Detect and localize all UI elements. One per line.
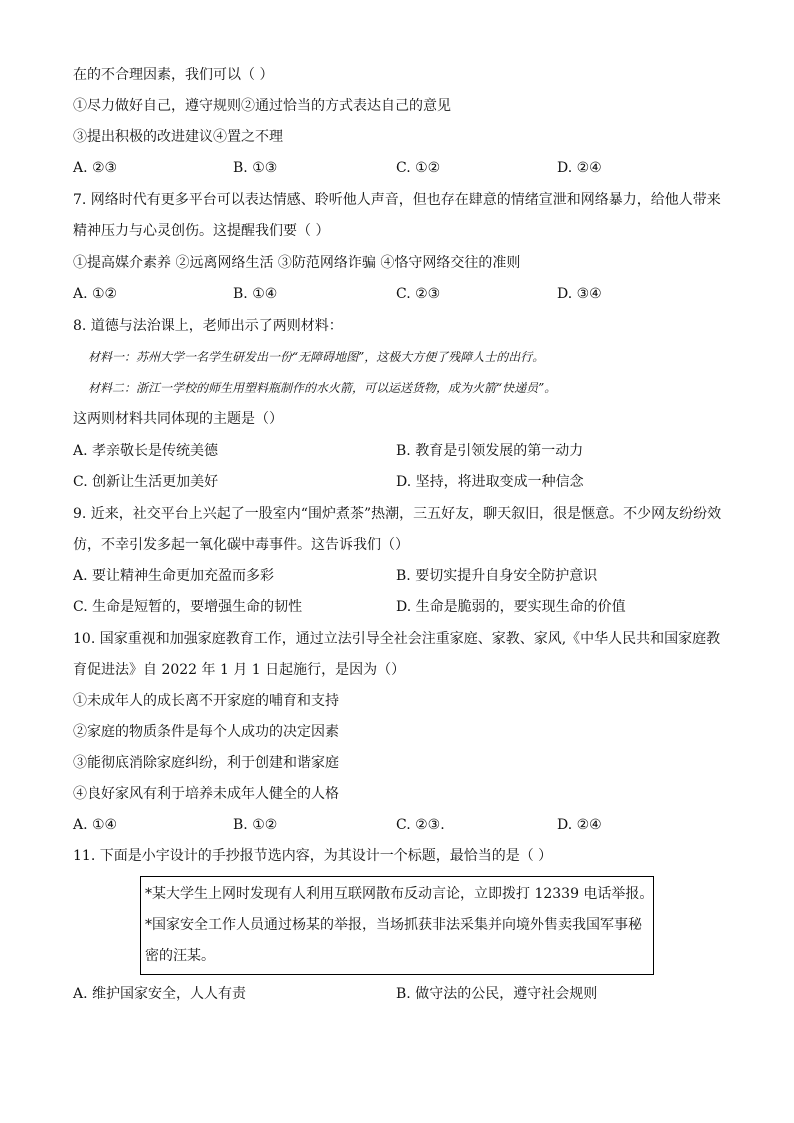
- q8-option-d[interactable]: D. 坚持，将进取变成一种信念: [396, 474, 584, 490]
- q6-option-b[interactable]: B. ①③: [233, 160, 278, 176]
- q9-option-a[interactable]: A. 要让精神生命更加充盈而多彩: [73, 568, 275, 584]
- q6-item-2: ③提出积极的改进建议④置之不理: [73, 129, 283, 145]
- handout-line-1: *某大学生上网时发现有人利用互联网散布反动言论，立即拨打 12339 电话举报。: [145, 886, 654, 902]
- q7-option-a[interactable]: A. ①②: [73, 286, 118, 302]
- q10-item-4: ④良好家风有利于培养未成年人健全的人格: [73, 786, 339, 802]
- q9-option-d[interactable]: D. 生命是脆弱的，要实现生命的价值: [396, 599, 626, 615]
- q8-option-c[interactable]: C. 创新让生活更加美好: [73, 474, 219, 490]
- q10-option-b[interactable]: B. ①②: [233, 817, 278, 833]
- q8-option-a[interactable]: A. 孝亲敬长是传统美德: [73, 443, 219, 459]
- q8-stem: 8. 道德与法治课上，老师出示了两则材料：: [73, 318, 343, 334]
- q6-option-a[interactable]: A. ②③: [73, 160, 118, 176]
- q11-option-b[interactable]: B. 做守法的公民，遵守社会规则: [396, 986, 598, 1002]
- q11-stem: 11. 下面是小宇设计的手抄报节选内容，为其设计一个标题，最恰当的是（ ）: [73, 848, 553, 864]
- q7-stem-line-1: 7. 网络时代有更多平台可以表达情感、聆听他人声音，但也存在肆意的情绪宣泄和网络暴力，给他人带来: [73, 192, 721, 208]
- q8-question: 这两则材料共同体现的主题是（）: [73, 411, 283, 427]
- q7-option-b[interactable]: B. ①④: [233, 286, 278, 302]
- handout-line-3: 密的汪某。: [145, 948, 215, 964]
- q10-option-c[interactable]: C. ②③.: [396, 817, 445, 833]
- q6-option-d[interactable]: D. ②④: [557, 160, 602, 176]
- q9-option-b[interactable]: B. 要切实提升自身安全防护意识: [396, 568, 598, 584]
- q7-stem-line-2: 精神压力与心灵创伤。这提醒我们要（ ）: [73, 223, 330, 239]
- q9-stem-line-2: 仿，不幸引发多起一氧化碳中毒事件。这告诉我们（）: [73, 537, 409, 553]
- q10-option-a[interactable]: A. ①④: [73, 817, 118, 833]
- q11-option-a[interactable]: A. 维护国家安全，人人有责: [73, 986, 247, 1002]
- q8-material-1: 材料一：苏州大学一名学生研发出一份“无障碍地图”，这极大方便了残障人士的出行。: [88, 350, 545, 364]
- q10-item-2: ②家庭的物质条件是每个人成功的决定因素: [73, 724, 339, 740]
- q8-material-2: 材料二：浙江一学校的师生用塑料瓶制作的水火箭，可以运送货物，成为火箭“快递员”。: [88, 381, 557, 395]
- q8-option-b[interactable]: B. 教育是引领发展的第一动力: [396, 443, 584, 459]
- q6-stem: 在的不合理因素，我们可以（ ）: [73, 67, 274, 83]
- q10-option-d[interactable]: D. ②④: [557, 817, 602, 833]
- q7-option-c[interactable]: C. ②③: [396, 286, 441, 302]
- q10-stem-line-1: 10. 国家重视和加强家庭教育工作，通过立法引导全社会注重家庭、家教、家风,《中华人民共和国家庭教: [73, 631, 721, 647]
- q9-option-c[interactable]: C. 生命是短暂的，要增强生命的韧性: [73, 599, 303, 615]
- handout-line-2: *国家安全工作人员通过杨某的举报，当场抓获非法采集并向境外售卖我国军事秘: [145, 917, 642, 933]
- q10-item-3: ③能彻底消除家庭纠纷，利于创建和谐家庭: [73, 755, 339, 771]
- q6-item-1: ①尽力做好自己，遵守规则②通过恰当的方式表达自己的意见: [73, 98, 451, 114]
- q10-item-1: ①未成年人的成长离不开家庭的哺育和支持: [73, 693, 339, 709]
- q10-stem-line-2: 育促进法》自 2022 年 1 月 1 日起施行，是因为（）: [73, 662, 406, 678]
- q6-option-c[interactable]: C. ①②: [396, 160, 441, 176]
- q9-stem-line-1: 9. 近来，社交平台上兴起了一股室内“围炉煮茶”热潮，三五好友，聊天叙旧，很是惬意。不少网友纷纷效: [73, 506, 722, 522]
- q7-items: ①提高媒介素养 ②远离网络生活 ③防范网络诈骗 ④恪守网络交往的准则: [73, 255, 521, 271]
- q7-option-d[interactable]: D. ③④: [557, 286, 602, 302]
